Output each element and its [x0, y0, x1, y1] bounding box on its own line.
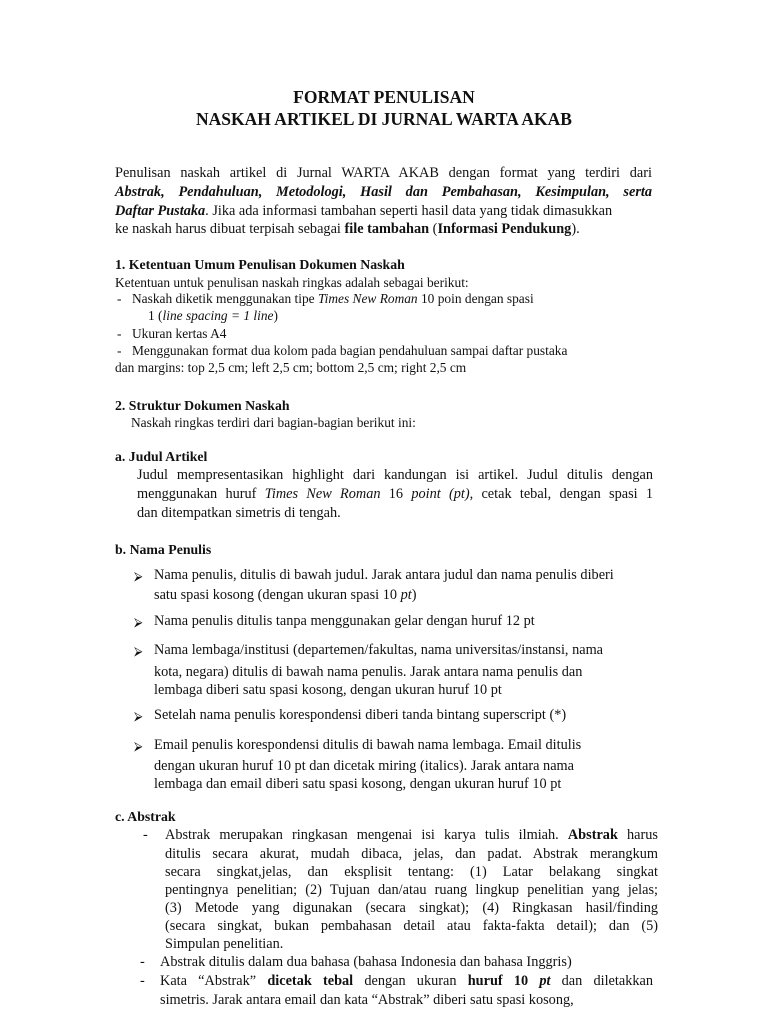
abstrak-line: Kata “Abstrak” dicetak tebal dengan ukuran huruf 10 pt dan diletakkan — [160, 973, 654, 989]
section-2-heading: 2. Struktur Dokumen Naskah — [115, 398, 290, 413]
intro-line: Penulisan naskah artikel di Jurnal WARTA AKAB dengan format yang terdiri dari — [115, 165, 652, 181]
section-2-lead: Naskah ringkas terdiri dari bagian-bagian berikut ini: — [131, 415, 416, 430]
judul-heading: a. Judul Artikel — [115, 449, 208, 464]
intro-line: Abstrak, Pendahuluan, Metodologi, Hasil dan Pembahasan, Kesimpulan, serta — [115, 184, 652, 200]
section-1-lead: Ketentuan untuk penulisan naskah ringkas adalah sebagai berikut: — [115, 275, 469, 290]
abstrak-line: Simpulan penelitian. — [165, 936, 284, 952]
abstrak-line: (3) Metode yang digunakan (secara singkat); (4) Ringkasan hasil/finding — [165, 900, 658, 916]
section-1-margins: dan margins: top 2,5 cm; left 2,5 cm; bottom 2,5 cm; right 2,5 cm — [115, 360, 467, 375]
list-dash: - — [140, 973, 145, 989]
section-1-item-spacing: 1 (line spacing = 1 line) — [148, 308, 278, 323]
list-dash: - — [117, 326, 122, 341]
section-1-item-font: Naskah diketik menggunakan tipe Times New Roman 10 poin dengan spasi — [132, 291, 534, 306]
judul-line: dan ditempatkan simetris di tengah. — [137, 505, 341, 521]
nama-item-line: Nama penulis ditulis tanpa menggunakan gelar dengan huruf 12 pt — [154, 613, 535, 629]
abstrak-line: (secara singkat, bukan pembahasan detail atau fakta-fakta detail); dan (5) — [165, 918, 658, 934]
abstrak-line: pentingnya penelitian; (2) Tujuan dan/atau ruang lingkup penelitian yang jelas; — [165, 882, 658, 898]
judul-line: menggunakan huruf Times New Roman 16 point (pt), cetak tebal, dengan spasi 1 — [137, 486, 654, 502]
intro-line: Daftar Pustaka. Jika ada informasi tambahan seperti hasil data yang tidak dimasukkan — [115, 203, 613, 219]
section-1-heading: 1. Ketentuan Umum Penulisan Dokumen Naskah — [115, 257, 405, 272]
nama-item-line: satu spasi kosong (dengan ukuran spasi 10 pt) — [154, 587, 417, 603]
arrow-bullet-icon: ⮚ — [134, 644, 143, 658]
arrow-bullet-icon: ⮚ — [134, 615, 143, 629]
nama-item-line: lembaga dan email diberi satu spasi kosong, dengan ukuran huruf 10 pt — [154, 776, 562, 792]
document-title-line2: NASKAH ARTIKEL DI JURNAL WARTA AKAB — [196, 109, 572, 129]
nama-item-line: lembaga diberi satu spasi kosong, dengan ukuran huruf 10 pt — [154, 682, 502, 698]
nama-item-line: Email penulis korespondensi ditulis di bawah nama lembaga. Email ditulis — [154, 737, 582, 753]
document-title-line1: FORMAT PENULISAN — [293, 87, 475, 107]
section-1-item-columns: Menggunakan format dua kolom pada bagian pendahuluan sampai daftar pustaka — [132, 343, 568, 358]
abstrak-line: ditulis secara akurat, mudah dibaca, jelas, dan padat. Abstrak merangkum — [165, 846, 658, 862]
abstrak-line: Abstrak merupakan ringkasan mengenai isi karya tulis ilmiah. Abstrak harus — [165, 827, 658, 843]
nama-item-line: Setelah nama penulis korespondensi diberi tanda bintang superscript (*) — [154, 707, 567, 723]
arrow-bullet-icon: ⮚ — [134, 569, 143, 583]
list-dash: - — [117, 291, 122, 306]
nama-item-line: Nama penulis, ditulis di bawah judul. Jarak antara judul dan nama penulis diberi — [154, 567, 614, 583]
arrow-bullet-icon: ⮚ — [134, 739, 143, 753]
arrow-bullet-icon: ⮚ — [134, 709, 143, 723]
nama-heading: b. Nama Penulis — [115, 542, 212, 557]
nama-item-line: Nama lembaga/institusi (departemen/fakultas, nama universitas/instansi, nama — [154, 642, 604, 658]
list-dash: - — [117, 343, 122, 358]
abstrak-line: simetris. Jarak antara email dan kata “Abstrak” diberi satu spasi kosong, — [160, 992, 574, 1008]
list-dash: - — [143, 827, 148, 843]
section-1-item-paper: Ukuran kertas A4 — [132, 326, 227, 341]
nama-item-line: kota, negara) ditulis di bawah nama penulis. Jarak antara nama penulis dan — [154, 664, 583, 680]
abstrak-line: Abstrak ditulis dalam dua bahasa (bahasa Indonesia dan bahasa Inggris) — [160, 954, 572, 970]
abstrak-line: secara singkat,jelas, dan eksplisit tentang: (1) Latar belakang singkat — [165, 864, 658, 880]
intro-line: ke naskah harus dibuat terpisah sebagai file tambahan (Informasi Pendukung). — [115, 221, 580, 237]
list-dash: - — [140, 954, 145, 970]
judul-line: Judul mempresentasikan highlight dari kandungan isi artikel. Judul ditulis dengan — [137, 467, 653, 483]
nama-item-line: dengan ukuran huruf 10 pt dan dicetak miring (italics). Jarak antara nama — [154, 758, 575, 774]
abstrak-heading: c. Abstrak — [115, 809, 176, 824]
